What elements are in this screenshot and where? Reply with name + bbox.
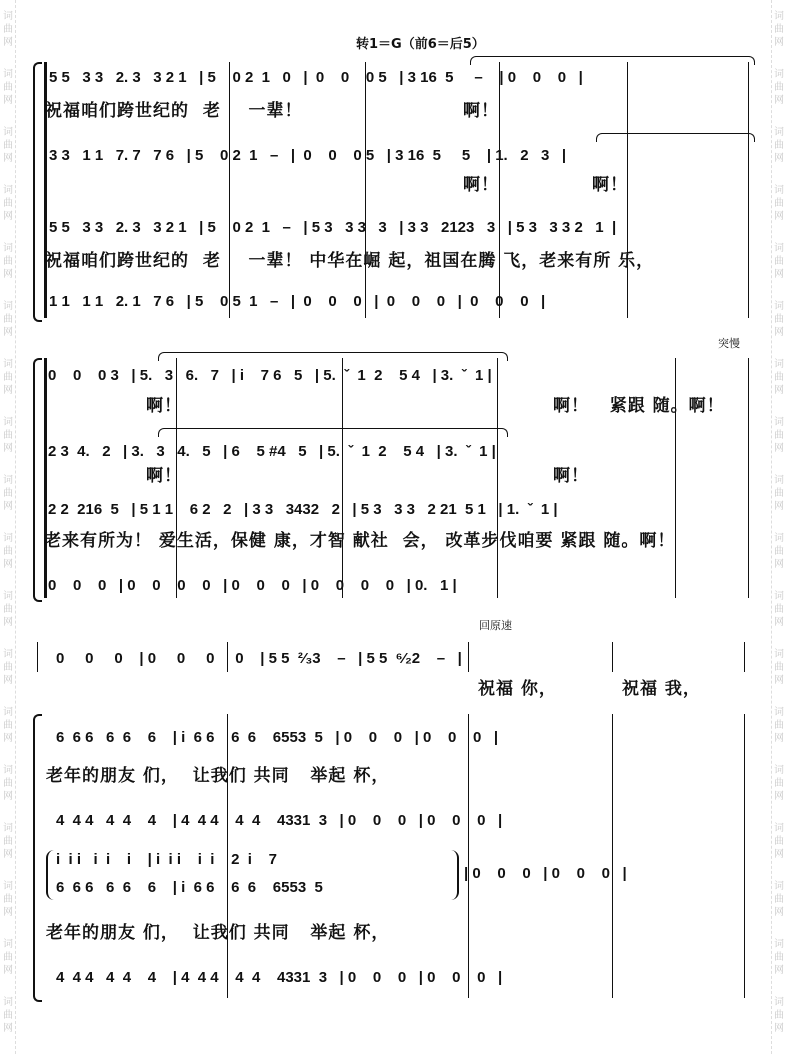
- barline: [612, 642, 613, 672]
- tenor-notes: 2 2 216 5 | 5 1 1 6 2 2 | 3 3 3432 2 | 5 3 3 3 2 21 5 1 | 1. ˇ 1 |: [48, 501, 558, 518]
- watermark-glyphs: 词曲网: [774, 823, 784, 860]
- watermark-glyphs: 词曲网: [774, 359, 784, 396]
- watermark-glyphs: 词曲网: [3, 243, 13, 280]
- barline: [497, 358, 498, 598]
- watermark-glyphs: 词曲网: [3, 301, 13, 338]
- system-bracket: [33, 62, 42, 322]
- alto-notes: 3 3 1 1 7. 7 7 6 | 5 0 2 1 – | 0 0 0 5 | 3 16 5 5 | 1. 2 3 |: [49, 147, 567, 164]
- alto-notes: 6 6 6 6 6 6 | i 6 6 6 6 6553 5 | 0 0 0 | 0 0 0 |: [56, 729, 499, 746]
- barline: [748, 62, 749, 318]
- lyrics-line: 老年的朋友 们， 让我们 共同 举起 杯，: [46, 766, 390, 786]
- watermark-glyphs: 词曲网: [774, 243, 784, 280]
- tenor-notes: 5 5 3 3 2. 3 3 2 1 | 5 0 2 1 – | 5 3 3 3 3 | 3 3 2123 3 | 5 3 3 3 2 1 |: [49, 219, 617, 236]
- barline: [468, 714, 469, 998]
- barline: [744, 642, 745, 672]
- watermark-glyphs: 词曲网: [774, 881, 784, 918]
- watermark-glyphs: 词曲网: [774, 649, 784, 686]
- watermark-glyphs: 词曲网: [3, 11, 13, 48]
- lyrics-line: 啊！: [146, 396, 182, 416]
- watermark-glyphs: 词曲网: [3, 997, 13, 1034]
- bass-notes: 0 0 0 | 0 0 0 0 | 0 0 0 | 0 0 0 0 | 0. 1 |: [48, 577, 457, 594]
- slur: [596, 133, 755, 142]
- watermark-glyphs: 词曲网: [774, 707, 784, 744]
- lyrics-line: 祝福 我，: [622, 679, 701, 699]
- lyrics-line: 老来有所为！ 爱生活，保健 康，才智 献社 会， 改革步伐咱要 紧跟 随。啊！: [44, 531, 676, 551]
- watermark-divider: [15, 0, 16, 1054]
- watermark-glyphs: 词曲网: [3, 591, 13, 628]
- watermark-glyphs: 词曲网: [774, 11, 784, 48]
- bass-notes: 1 1 1 1 2. 1 7 6 | 5 0 5 1 – | 0 0 0 | 0 0 0 | 0 0 0 |: [49, 293, 546, 310]
- watermark-glyphs: 词曲网: [3, 417, 13, 454]
- lyrics-line: 祝福咱们跨世纪的 老 一辈！: [45, 101, 303, 121]
- slur: [470, 56, 755, 65]
- barline: [612, 714, 613, 998]
- watermark-glyphs: 词曲网: [774, 185, 784, 222]
- key-change-label: 转1＝G（前6＝后5）: [356, 37, 485, 52]
- watermark-glyphs: 词曲网: [3, 475, 13, 512]
- watermark-glyphs: 词曲网: [774, 301, 784, 338]
- slur: [158, 352, 508, 361]
- lyrics-line: 啊！: [463, 175, 499, 195]
- barline: [748, 358, 749, 598]
- watermark-glyphs: 词曲网: [774, 475, 784, 512]
- soprano-notes: 0 0 0 | 0 0 0 0 | 5 5 ²⁄₃3 – | 5 5 ⁶⁄₂2 – |: [56, 650, 462, 667]
- watermark-glyphs: 词曲网: [774, 417, 784, 454]
- watermark-glyphs: 词曲网: [3, 939, 13, 976]
- watermark-glyphs: 词曲网: [774, 765, 784, 802]
- watermark-glyphs: 词曲网: [3, 533, 13, 570]
- watermark-glyphs: 词曲网: [774, 591, 784, 628]
- lyrics-line: 啊！: [592, 175, 628, 195]
- watermark-glyphs: 词曲网: [3, 69, 13, 106]
- tenor-notes: 4 4 4 4 4 4 | 4 4 4 4 4 4331 3 | 0 0 0 | 0 0 0 |: [56, 812, 503, 829]
- watermark-glyphs: 词曲网: [3, 127, 13, 164]
- lyrics-line: 啊！: [553, 466, 589, 486]
- watermark-glyphs: 词曲网: [3, 359, 13, 396]
- watermark-glyphs: 词曲网: [3, 765, 13, 802]
- system-bracket: [33, 714, 42, 1002]
- watermark-glyphs: 词曲网: [774, 533, 784, 570]
- watermark-glyphs: 词曲网: [774, 69, 784, 106]
- lyrics-line: 啊！ 紧跟 随。啊！: [553, 396, 725, 416]
- divisi-upper-notes: i i i i i i | i i i i i 2 i 7: [56, 851, 277, 868]
- tempo-resume-label: 回原速: [479, 619, 512, 632]
- bass-notes: 4 4 4 4 4 4 | 4 4 4 4 4 4331 3 | 0 0 0 | 0 0 0 |: [56, 969, 503, 986]
- watermark-right: [771, 0, 787, 1054]
- barline: [342, 358, 343, 598]
- barline: [675, 358, 676, 598]
- lyrics-line: 祝福咱们跨世纪的 老 一辈！ 中华在崛 起，祖国在腾 飞，老来有所 乐，: [45, 251, 655, 271]
- system-bracket: [33, 358, 42, 602]
- soprano-notes: 5 5 3 3 2. 3 3 2 1 | 5 0 2 1 0 | 0 0 0 5 | 3 16 5 – | 0 0 0 |: [49, 69, 583, 86]
- lyrics-line: 老年的朋友 们， 让我们 共同 举起 杯，: [46, 923, 390, 943]
- slur: [158, 428, 508, 437]
- divisi-lower-notes: 6 6 6 6 6 6 | i 6 6 6 6 6553 5: [56, 879, 323, 896]
- lyrics-line: 祝福 你，: [478, 679, 557, 699]
- watermark-glyphs: 词曲网: [774, 127, 784, 164]
- watermark-glyphs: 词曲网: [3, 649, 13, 686]
- watermark-glyphs: 词曲网: [3, 881, 13, 918]
- divisi-rest-notes: | 0 0 0 | 0 0 0 |: [464, 865, 627, 882]
- watermark-glyphs: 词曲网: [3, 707, 13, 744]
- soprano-notes: 0 0 0 3 | 5. 3 6. 7 | i 7 6 5 | 5. ˇ 1 2 5 4 | 3. ˇ 1 |: [48, 367, 492, 384]
- watermark-glyphs: 词曲网: [3, 823, 13, 860]
- watermark-left: [0, 0, 16, 1054]
- barline: [365, 62, 366, 318]
- barline: [468, 642, 469, 672]
- barline: [744, 714, 745, 998]
- system-start-line: [37, 642, 38, 672]
- barline: [499, 62, 500, 318]
- system-start-line: [44, 358, 47, 598]
- lyrics-line: 啊！: [146, 466, 182, 486]
- lyrics-line: 啊！: [463, 101, 499, 121]
- watermark-glyphs: 词曲网: [3, 185, 13, 222]
- watermark-glyphs: 词曲网: [774, 939, 784, 976]
- divisi-brace: [449, 850, 459, 900]
- tempo-slow-label: 突慢: [718, 337, 740, 350]
- divisi-brace: [46, 850, 56, 900]
- alto-notes: 2 3 4. 2 | 3. 3 4. 5 | 6 5 #4 5 | 5. ˇ 1 2 5 4 | 3. ˇ 1 |: [48, 443, 496, 460]
- watermark-glyphs: 词曲网: [774, 997, 784, 1034]
- watermark-divider: [771, 0, 772, 1054]
